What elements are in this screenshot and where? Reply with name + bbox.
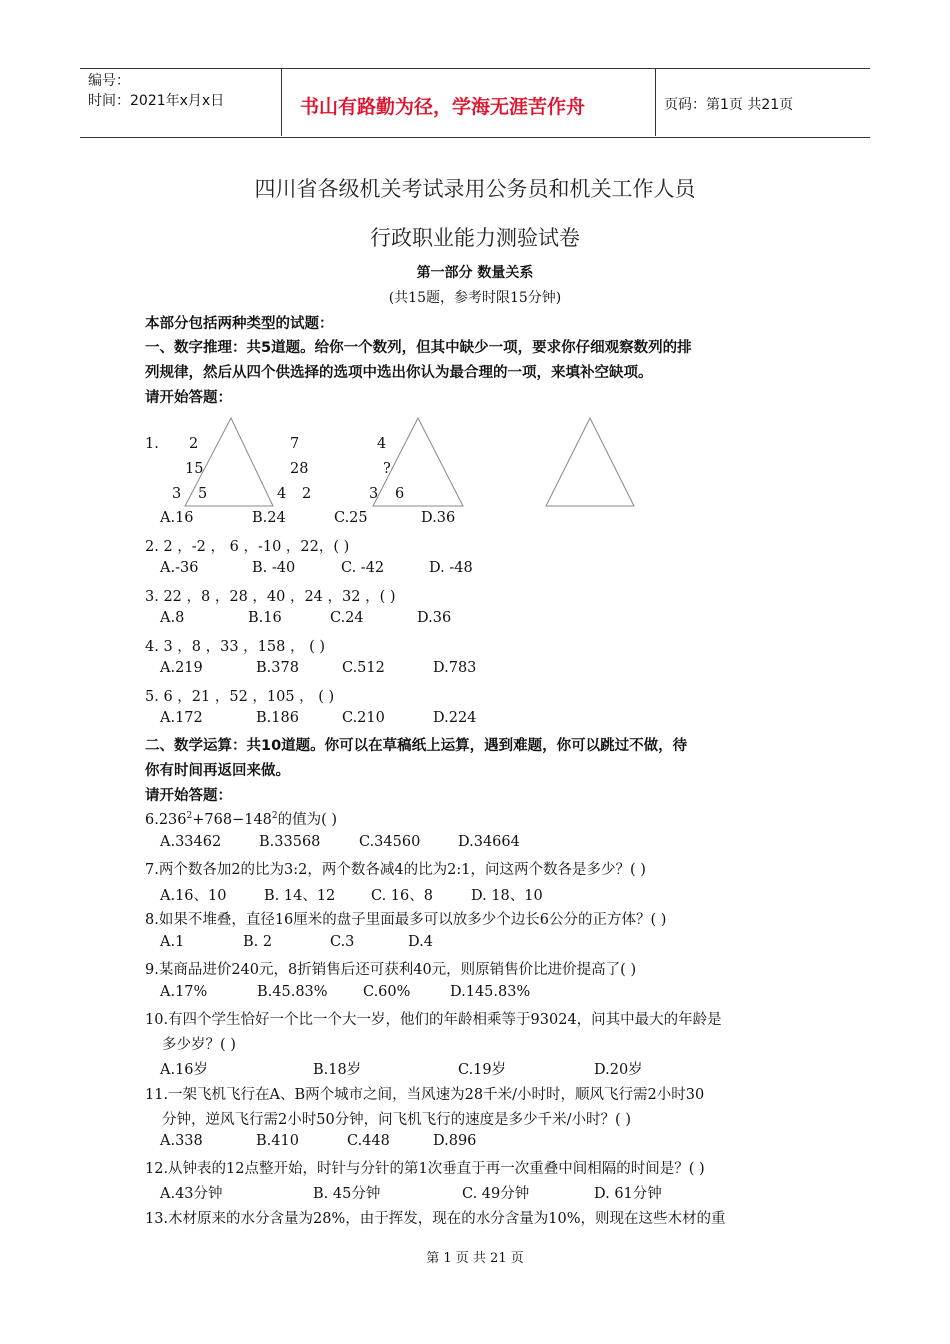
- header-motto: 书山有路勤为径，学海无涯苦作舟: [300, 96, 586, 118]
- option-b: B. 2: [243, 934, 273, 950]
- question-1-number: 1.: [145, 436, 159, 452]
- question-6: [145, 808, 337, 829]
- option-a: A.16、10: [160, 888, 227, 904]
- section2-start: 请开始答题：: [145, 788, 232, 804]
- option-a: A.172: [160, 710, 203, 726]
- question-7: 7.两个数各加2的比为3:2，两个数各减4的比为2:1，问这两个数各是多少？( ): [145, 862, 646, 878]
- section2-desc-line1: 二、数学运算：共10道题。你可以在草稿纸上运算，遇到难题，你可以跳过不做，待: [145, 738, 688, 754]
- question-6-end: 的值为( ): [277, 812, 338, 828]
- section1-desc-line2: 列规律，然后从四个供选择的选项中选出你认为最合理的一项，来填补空缺项。: [145, 365, 653, 381]
- option-d: D.896: [433, 1133, 477, 1149]
- option-b: B.18岁: [313, 1062, 362, 1078]
- question-8: 8.如果不堆叠，直径16厘米的盘子里面最多可以放多少个边长6公分的正方体？( ): [145, 912, 667, 928]
- option-a: A.219: [160, 660, 203, 676]
- question-3: 3. 22 ，8 ，28 ，40 ，24 ，32 ，( ): [145, 589, 396, 605]
- option-b: B.45.83%: [257, 984, 328, 1000]
- part-title: 第一部分 数量关系: [416, 265, 534, 281]
- option-c: C.448: [347, 1133, 390, 1149]
- triangle-left-number: 3: [172, 486, 182, 502]
- option-b: B.16: [248, 610, 282, 626]
- question-13-line1: 13.木材原来的水分含量为28%，由于挥发，现在的水分含量为10%，则现在这些木材的重: [145, 1211, 726, 1227]
- question-6-base: 6.236: [145, 812, 187, 828]
- question-10-line2: 多少岁？( ): [162, 1037, 236, 1053]
- triangle-right-number: 2: [302, 486, 312, 502]
- option-b: B. 45分钟: [313, 1186, 381, 1202]
- option-a: A.16岁: [160, 1062, 209, 1078]
- section2-desc-line2: 你有时间再返回来做。: [145, 763, 290, 779]
- document-date: 时间：2021年x月x日: [88, 93, 225, 109]
- question-4: 4. 3 ，8 ，33 ，158 ， ( ): [145, 639, 325, 655]
- option-c: C.210: [342, 710, 385, 726]
- option-a: A.17%: [160, 984, 208, 1000]
- triangle-right-number: 6: [395, 486, 405, 502]
- question-11-line2: 分钟，逆风飞行需2小时50分钟，问飞机飞行的速度是多少千米/小时？( ): [162, 1112, 631, 1128]
- option-c: C.34560: [359, 834, 421, 850]
- triangle-top-number: 2: [189, 436, 199, 452]
- option-c: C.19岁: [458, 1062, 507, 1078]
- header-page-info: 页码：第1页 共21页: [664, 97, 794, 113]
- section1-start: 请开始答题：: [145, 390, 232, 406]
- option-d: D.783: [433, 660, 477, 676]
- option-d: D.34664: [458, 834, 520, 850]
- option-c: C.3: [330, 934, 355, 950]
- triangle-left-number: 4: [277, 486, 287, 502]
- question-2: 2. 2 ，-2 ， 6 ，-10 ，22，( ): [145, 539, 350, 555]
- triangle-top-number: 7: [290, 436, 300, 452]
- triangle-center-number: 15: [185, 461, 204, 477]
- option-b: B.410: [256, 1133, 299, 1149]
- exponent: 2: [271, 811, 278, 822]
- question-5: 5. 6 ，21 ，52 ，105 ， ( ): [145, 689, 335, 705]
- option-b: B.24: [252, 510, 286, 526]
- header-divider: [281, 68, 282, 136]
- section1-desc-line1: 一、数字推理：共5道题。给你一个数列，但其中缺少一项，要求你仔细观察数列的排: [145, 340, 692, 356]
- question-12: 12.从钟表的12点整开始，时针与分针的第1次垂直于再一次重叠中间相隔的时间是？( ): [145, 1161, 705, 1177]
- option-a: A.-36: [160, 560, 199, 576]
- option-c: C. -42: [341, 560, 385, 576]
- page-title: 四川省各级机关考试录用公务员和机关工作人员: [254, 177, 696, 201]
- option-a: A.1: [160, 934, 185, 950]
- option-d: D.36: [421, 510, 456, 526]
- option-b: B.33568: [259, 834, 321, 850]
- page-footer: 第 1 页 共 21 页: [426, 1251, 524, 1266]
- triangle-shape: [546, 418, 634, 506]
- exponent: 2: [186, 811, 193, 822]
- question-10-line1: 10.有四个学生恰好一个比一个大一岁，他们的年龄相乘等于93024，问其中最大的年龄是: [145, 1012, 722, 1028]
- option-d: D.20岁: [594, 1062, 643, 1078]
- option-a: A.43分钟: [160, 1186, 223, 1202]
- option-a: A.338: [160, 1133, 203, 1149]
- question-11-line1: 11.一架飞机飞行在A、B两个城市之间，当风速为28千米/小时时，顺风飞行需2小时30: [145, 1087, 705, 1103]
- triangle-left-number: 3: [369, 486, 379, 502]
- option-a: A.16: [160, 510, 194, 526]
- option-a: A.8: [160, 610, 185, 626]
- question-9: 9.某商品进价240元，8折销售后还可获利40元，则原销售价比进价提高了( ): [145, 962, 637, 978]
- triangle-center-number: ?: [383, 461, 391, 477]
- triangle-right-number: 5: [198, 486, 208, 502]
- option-d: D.224: [433, 710, 477, 726]
- option-c: C.25: [334, 510, 368, 526]
- option-d: D.145.83%: [450, 984, 531, 1000]
- option-b: B.186: [256, 710, 299, 726]
- option-c: C.24: [330, 610, 364, 626]
- option-d: D. 18、10: [471, 888, 543, 904]
- option-c: C. 49分钟: [462, 1186, 530, 1202]
- part-note: (共15题，参考时限15分钟): [388, 290, 562, 306]
- page-subtitle: 行政职业能力测验试卷: [370, 226, 580, 250]
- question-6-middle: +768−148: [192, 812, 272, 828]
- option-b: B. -40: [252, 560, 296, 576]
- triangle-top-number: 4: [377, 436, 387, 452]
- option-c: C.60%: [363, 984, 411, 1000]
- header-divider: [655, 68, 656, 136]
- option-b: B. 14、12: [264, 888, 336, 904]
- option-a: A.33462: [160, 834, 222, 850]
- triangle-center-number: 28: [290, 461, 309, 477]
- option-d: D.36: [417, 610, 452, 626]
- option-d: D. -48: [429, 560, 473, 576]
- document-code-label: 编号：: [88, 73, 130, 89]
- option-b: B.378: [256, 660, 299, 676]
- option-d: D.4: [408, 934, 433, 950]
- option-c: C. 16、8: [371, 888, 433, 904]
- part-intro: 本部分包括两种类型的试题：: [145, 316, 334, 332]
- option-d: D. 61分钟: [594, 1186, 662, 1202]
- option-c: C.512: [342, 660, 385, 676]
